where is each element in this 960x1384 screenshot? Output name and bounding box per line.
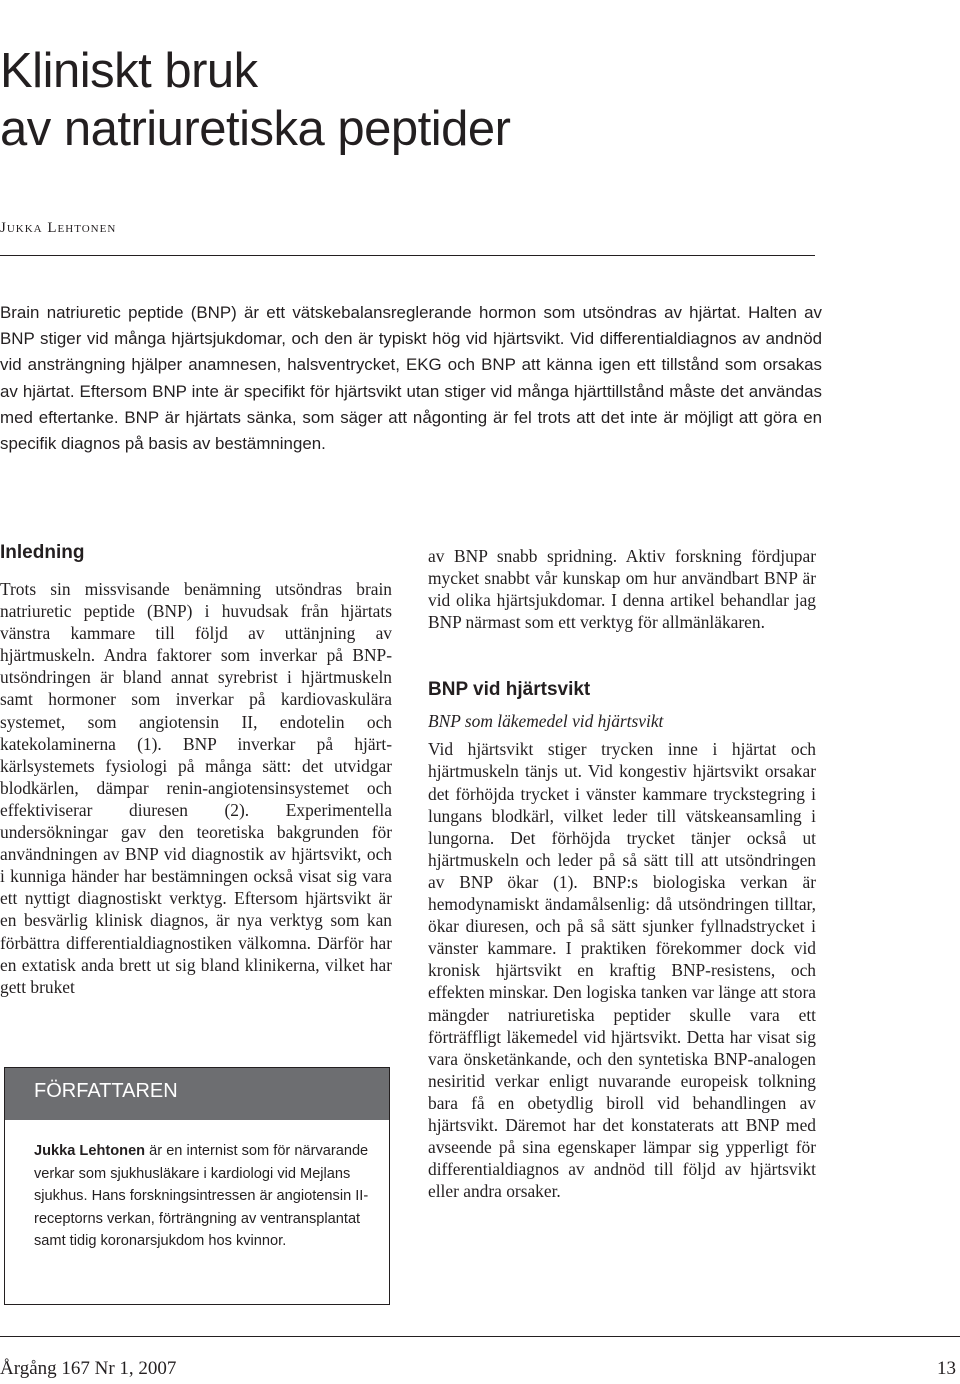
left-column — [0, 542, 392, 998]
section-heading-bnp-vid-hjartsvikt: BNP vid hjärtsvikt — [428, 679, 591, 701]
author-info-box — [4, 1067, 390, 1305]
abstract: Brain natriuretic peptide (BNP) är ett vätskebalansreglerande hormon som utsöndras av hjärtat. Halten av BNP stiger vid många hjärtsjukdomar, och den är typiskt hög vid hjärtsvikt. Vid differentialdiagnos av andnöd vid ansträngning hjälper anamnesen, halsventrycket, EKG och BNP att känna igen ett tillstånd som orsakas av hjärtat. Eftersom BNP inte är specifikt för hjärtsvikt utan stiger vid många hjärttillstånd måste det användas med eftertanke. BNP är hjärtats sänka, som säger att någonting är fel trots att det inte är möjligt att göra en specifik diagnos på basis av bestämningen. — [0, 303, 822, 454]
subsection-heading: BNP som läkemedel vid hjärtsvikt — [428, 711, 664, 732]
page-number: 13 — [937, 1358, 956, 1379]
section-heading-inledning: Inledning — [0, 542, 85, 563]
section-body-continuation: av BNP snabb spridning. Aktiv forskning fördjupar mycket snabbt vår kunskap om hur användbart BNP är vid olika hjärtsjukdomar. I denna artikel behandlar jag BNP närmast som ett verktyg för allmänläkaren. — [428, 546, 816, 633]
author-box-bio: är en internist som för närvarande verkar som sjukhusläkare i kardiologi vid Mejlans sjukhus. Hans forskningsintressen är angiotensin II-receptorns verkan, förträngning av ventransplantat samt tidig koronarsjukdom hos kvinnor. — [34, 1143, 369, 1249]
author-box-text — [34, 1140, 374, 1253]
journal-issue: Årgång 167 Nr 1, 2007 — [0, 1358, 177, 1379]
title-line-2: av natriuretiska peptider — [0, 102, 511, 156]
right-column — [428, 545, 816, 1202]
footer-divider — [0, 1336, 960, 1337]
title-line-1: Kliniskt bruk — [0, 44, 258, 98]
article-title — [0, 42, 940, 158]
author-box-name: Jukka Lehtonen — [34, 1143, 146, 1159]
author-box-header: FÖRFATTAREN — [5, 1068, 389, 1120]
section-body-inledning: Trots sin missvisande benämning utsöndras brain natriuretic peptide (BNP) i huvudsak från hjärtats vänstra kammare till följd av uttänjning av hjärtmuskeln. Andra faktorer som inverkar på BNP-utsöndringen är bland annat syrebrist i hjärtmuskeln samt hormoner som inverkar på kardiovaskulära systemet, som angiotensin II, endotelin och katekolaminerna (1). BNP inverkar på hjärt-kärlsystemets fysiologi på många sätt: det utvidgar blodkärlen, dämpar renin-angiotensinsystemet och effektiviserar diuresen (2). Experimentella undersökningar gav den teoretiska bakgrunden för användningen av BNP vid diagnostik av hjärtsvikt, och i kunniga händer har bestämningen också visat sig vara ett nyttigt diagnostiskt verktyg. Eftersom hjärtsvikt är en besvärlig klinisk diagnos, är nya verktyg som kan förbättra differentialdiagnostiken välkomna. Därför har en extatisk anda brett ut sig bland klinikerna, vilket har gett bruket — [0, 579, 392, 997]
header-divider — [0, 255, 815, 256]
author-byline: Jukka Lehtonen — [0, 220, 117, 236]
section-body-bnp-vid-hjartsvikt: Vid hjärtsvikt stiger trycken inne i hjärtat och hjärtmuskeln tänjs ut. Vid kongestiv hjärtsvikt orsakar det förhöjda trycket i vänster kammare tryckstegring i lungans blodkärl, vilket leder till vätskeansamling i lungorna. Det förhöjda trycket tänjer också ut hjärtmuskeln och leder på så sätt till att utsöndringen av BNP ökar (1). BNP:s biologiska verkan är hemodynamiskt ändamålsenlig: då utsöndringen tilltar, ökar diuresen, och på så sätt sjunker fyllnadstrycket i vänster kammare. I praktiken förekommer dock vid kronisk hjärtsvikt en kraftig BNP-resistens, och effekten minskar. Den logiska tanken var länge att stora mängder natriuretiska peptider skulle vara ett förträffligt läkemedel vid hjärtsvikt. Detta har visat sig vara önsketänkande, och den syntetiska BNP-analogen nesiritid verkar enligt nuvarande europeisk tolkning bara få en obetydlig biroll vid behandlingen av hjärtsvikt. Däremot har det konstaterats att BNP med avseende på sina egenskaper lämpar sig ypperligt för differentialdiagnos av andnöd till följd av hjärtsvikt eller andra orsaker. — [428, 739, 816, 1202]
